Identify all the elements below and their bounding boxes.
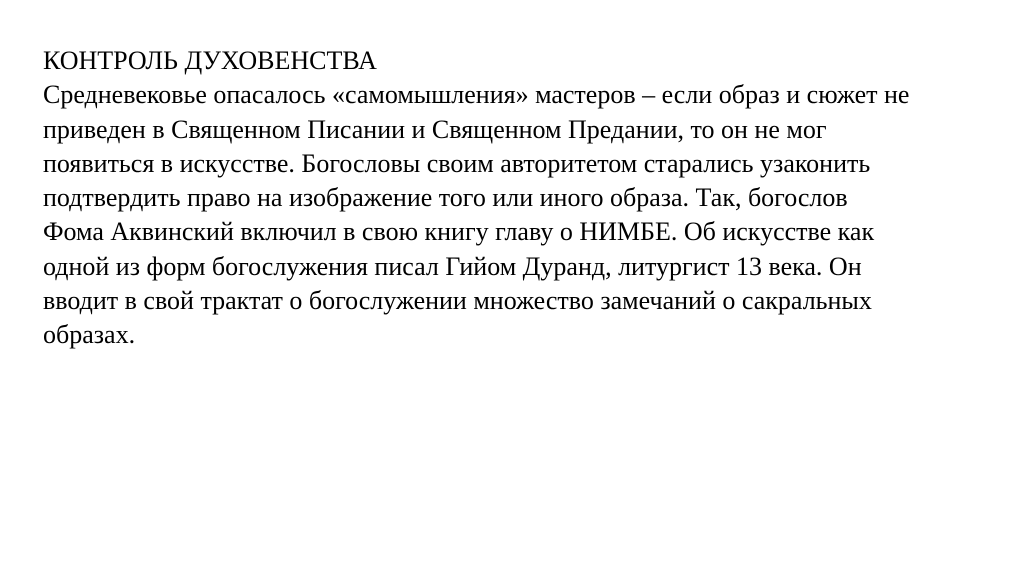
body-line: Средневековье опасалось «самомышления» мастеров – если образ и сюжет не — [43, 80, 910, 110]
slide-title: КОНТРОЛЬ ДУХОВЕНСТВА — [43, 46, 377, 75]
body-line: одной из форм богослужения писал Гийом Дуранд, литургист 13 века. Он — [43, 251, 862, 281]
body-line: Фома Аквинский включил в свою книгу главу о НИМБЕ. Об искусстве как — [43, 217, 875, 247]
body-line: появиться в искусстве. Богословы своим авторитетом старались узаконить — [43, 148, 871, 178]
body-line: подтвердить право на изображение того или иного образа. Так, богослов — [43, 183, 848, 213]
slide-text-block — [43, 44, 1024, 353]
body-line: вводит в свой трактат о богослужении множество замечаний о сакральных — [43, 286, 872, 316]
body-line: приведен в Священном Писании и Священном Предании, то он не мог — [43, 114, 827, 144]
body-line: образах. — [43, 320, 136, 350]
